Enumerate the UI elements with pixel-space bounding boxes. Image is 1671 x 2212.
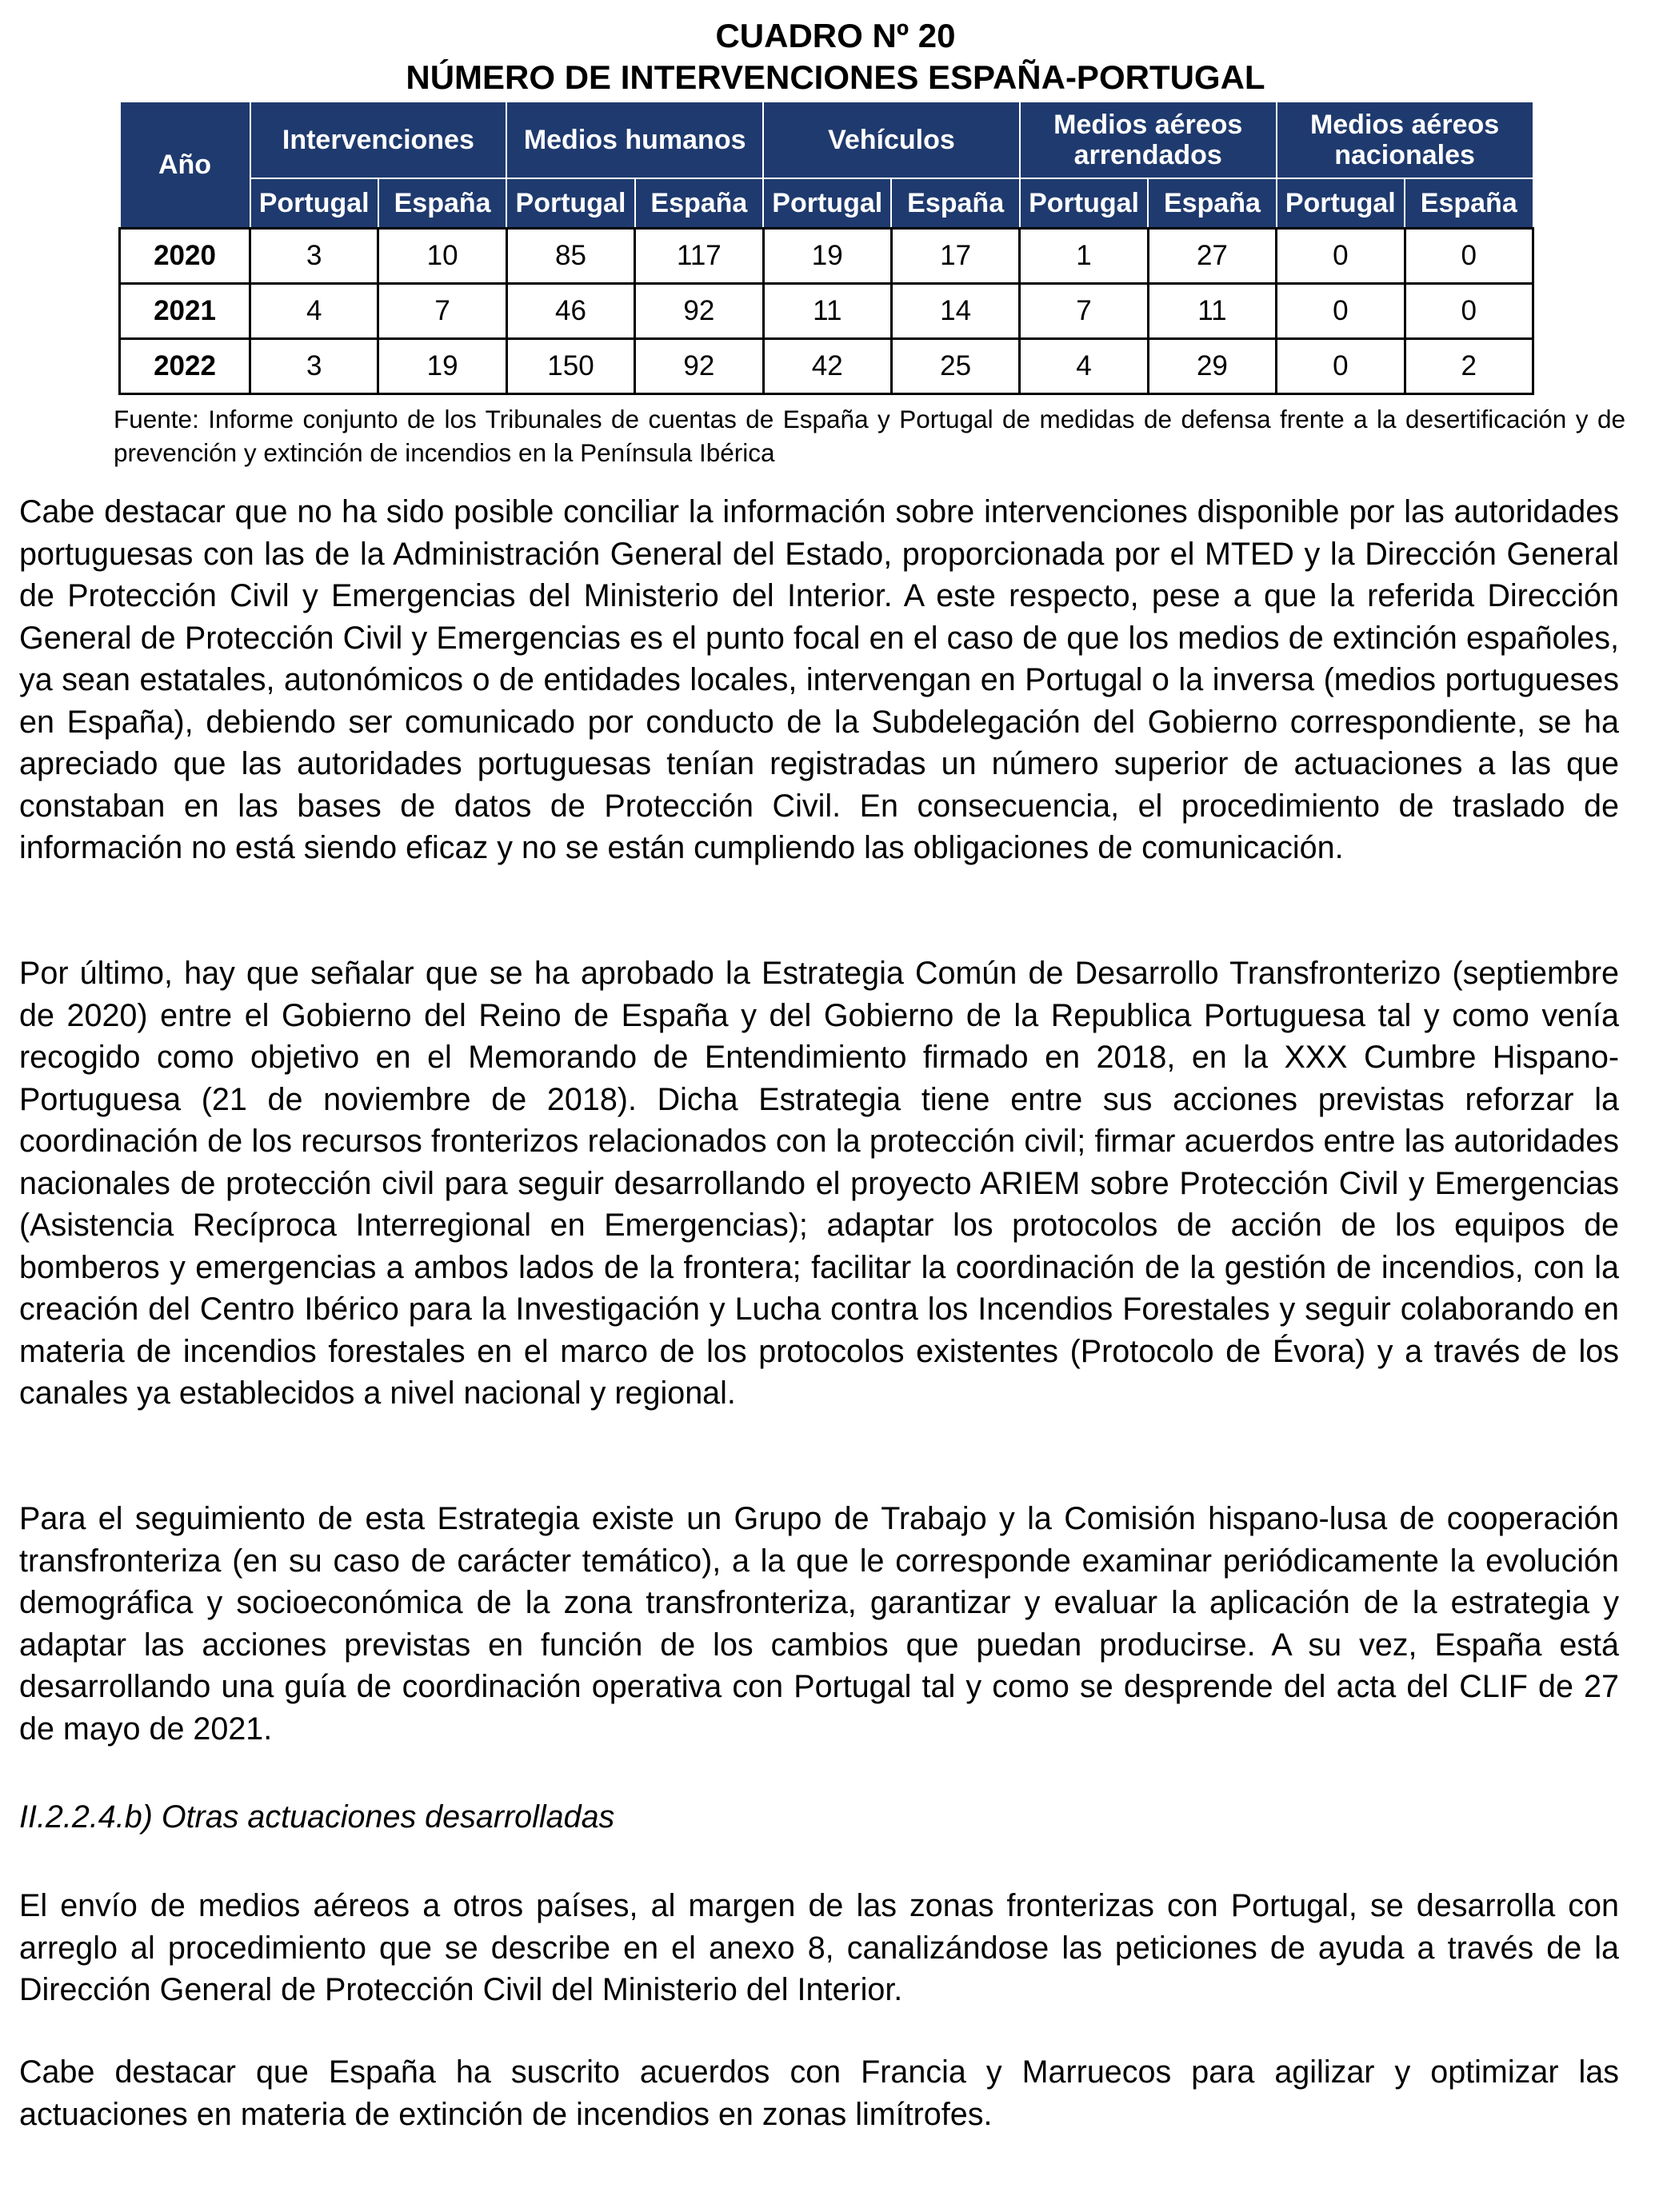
row-year: 2022 xyxy=(120,339,250,394)
table-title-number: CUADRO Nº 20 xyxy=(715,17,956,54)
subheader-espana: España xyxy=(1148,178,1276,229)
table-subheader-row xyxy=(120,178,1533,229)
table-row xyxy=(120,229,1533,284)
table-header-row xyxy=(120,102,1533,178)
table-cell: 7 xyxy=(378,284,506,339)
table-cell: 117 xyxy=(635,229,763,284)
table-cell: 4 xyxy=(1020,339,1148,394)
table-cell: 0 xyxy=(1277,229,1405,284)
body-paragraph: Cabe destacar que no ha sido posible conciliar la información sobre intervenciones disponible por las autoridades portuguesas con las de la Administración General del Estado, proporcionada por el MTED y la Dirección General de Protección Civil y Emergencias del Ministerio del Interior. A este respecto, pese a que la referida Dirección General de Protección Civil y Emergencias es el punto focal en el caso de que los medios de extinción españoles, ya sean estatales, autonómicos o de entidades locales, intervengan en Portugal o la inversa (medios portugueses en España), debiendo ser comunicado por conducto de la Subdelegación del Gobierno correspondiente, se ha apreciado que las autoridades portuguesas tenían registradas un número superior de actuaciones a las que constaban en las bases de datos de Protección Civil. En consecuencia, el procedimiento de traslado de información no está siendo eficaz y no se están cumpliendo las obligaciones de comunicación. xyxy=(19,494,1619,865)
table-cell: 0 xyxy=(1277,339,1405,394)
subheader-portugal: Portugal xyxy=(250,178,378,229)
body-paragraph: Para el seguimiento de esta Estrategia existe un Grupo de Trabajo y la Comisión hispano-lusa de cooperación transfronteriza (en su caso de carácter temático), a la que le corresponde examinar periódicamente la evolución demográfica y socioeconómica de la zona transfronteriza, garantizar y evaluar la aplicación de la estrategia y adaptar las acciones previstas en función de los cambios que puedan producirse. A su vez, España está desarrollando una guía de coordinación operativa con Portugal tal y como se desprende del acta del CLIF de 27 de mayo de 2021. xyxy=(19,1501,1619,1747)
subheader-portugal: Portugal xyxy=(763,178,891,229)
table-cell: 4 xyxy=(250,284,378,339)
group-header-intervenciones: Intervenciones xyxy=(250,102,507,178)
table-row xyxy=(120,284,1533,339)
table-cell: 27 xyxy=(1148,229,1276,284)
table-cell: 14 xyxy=(891,284,1019,339)
table-cell: 19 xyxy=(378,339,506,394)
table-cell: 11 xyxy=(1148,284,1276,339)
table-cell: 42 xyxy=(763,339,891,394)
table-cell: 46 xyxy=(506,284,634,339)
table-cell: 7 xyxy=(1020,284,1148,339)
table-cell: 92 xyxy=(635,284,763,339)
group-header-medios-humanos: Medios humanos xyxy=(506,102,763,178)
interventions-table xyxy=(118,101,1534,395)
group-header-medios-aereos-arrendados: Medios aéreos arrendados xyxy=(1020,102,1277,178)
subheader-espana: España xyxy=(1405,178,1533,229)
table-cell: 2 xyxy=(1405,339,1533,394)
table-cell: 17 xyxy=(891,229,1019,284)
table-cell: 25 xyxy=(891,339,1019,394)
table-cell: 3 xyxy=(250,229,378,284)
subheader-espana: España xyxy=(891,178,1019,229)
year-header: Año xyxy=(120,102,250,229)
table-cell: 85 xyxy=(506,229,634,284)
table-row xyxy=(120,339,1533,394)
table-title: NÚMERO DE INTERVENCIONES ESPAÑA-PORTUGAL xyxy=(406,58,1265,96)
subheader-espana: España xyxy=(378,178,506,229)
table-cell: 92 xyxy=(635,339,763,394)
table-cell: 150 xyxy=(506,339,634,394)
table-cell: 0 xyxy=(1405,284,1533,339)
table-cell: 0 xyxy=(1405,229,1533,284)
body-paragraph: El envío de medios aéreos a otros países, al margen de las zonas fronterizas con Portugal, se desarrolla con arreglo al procedimiento que se describe en el anexo 8, canalizándose las peticiones de ayuda a través de la Dirección General de Protección Civil del Ministerio del Interior. xyxy=(19,1888,1619,2007)
table-cell: 0 xyxy=(1277,284,1405,339)
table-cell: 19 xyxy=(763,229,891,284)
subheader-espana: España xyxy=(635,178,763,229)
subheader-portugal: Portugal xyxy=(1277,178,1405,229)
table-cell: 11 xyxy=(763,284,891,339)
subheader-portugal: Portugal xyxy=(506,178,634,229)
section-heading: II.2.2.4.b) Otras actuaciones desarrolladas xyxy=(19,1799,615,1835)
group-header-vehiculos: Vehículos xyxy=(763,102,1020,178)
table-cell: 1 xyxy=(1020,229,1148,284)
table-cell: 10 xyxy=(378,229,506,284)
table-cell: 29 xyxy=(1148,339,1276,394)
group-header-medios-aereos-nacionales: Medios aéreos nacionales xyxy=(1277,102,1533,178)
row-year: 2020 xyxy=(120,229,250,284)
subheader-portugal: Portugal xyxy=(1020,178,1148,229)
body-paragraph: Cabe destacar que España ha suscrito acuerdos con Francia y Marruecos para agilizar y optimizar las actuaciones en materia de extinción de incendios en zonas limítrofes. xyxy=(19,2054,1619,2132)
table-source-note: Fuente: Informe conjunto de los Tribunales de cuentas de España y Portugal de medidas de defensa frente a la desertificación y de prevención y extinción de incendios en la Península Ibérica xyxy=(114,405,1625,467)
row-year: 2021 xyxy=(120,284,250,339)
body-paragraph: Por último, hay que señalar que se ha aprobado la Estrategia Común de Desarrollo Transfronterizo (septiembre de 2020) entre el Gobierno del Reino de España y del Gobierno de la Republica Portuguesa tal y como venía recogido como objetivo en el Memorando de Entendimiento firmado en 2018, en la XXX Cumbre Hispano-Portuguesa (21 de noviembre de 2018). Dicha Estrategia tiene entre sus acciones previstas reforzar la coordinación de los recursos fronterizos relacionados con la protección civil; firmar acuerdos entre las autoridades nacionales de protección civil para seguir desarrollando el proyecto ARIEM sobre Protección Civil y Emergencias (Asistencia Recíproca Interregional en Emergencias); adaptar los protocolos de acción de los equipos de bomberos y emergencias a ambos lados de la frontera; facilitar la coordinación de la gestión de incendios, con la creación del Centro Ibérico para la Investigación y Lucha contra los Incendios Forestales y seguir colaborando en materia de incendios forestales en el marco de los protocolos existentes (Protocolo de Évora) y a través de los canales ya establecidos a nivel nacional y regional. xyxy=(19,956,1619,1411)
table-cell: 3 xyxy=(250,339,378,394)
